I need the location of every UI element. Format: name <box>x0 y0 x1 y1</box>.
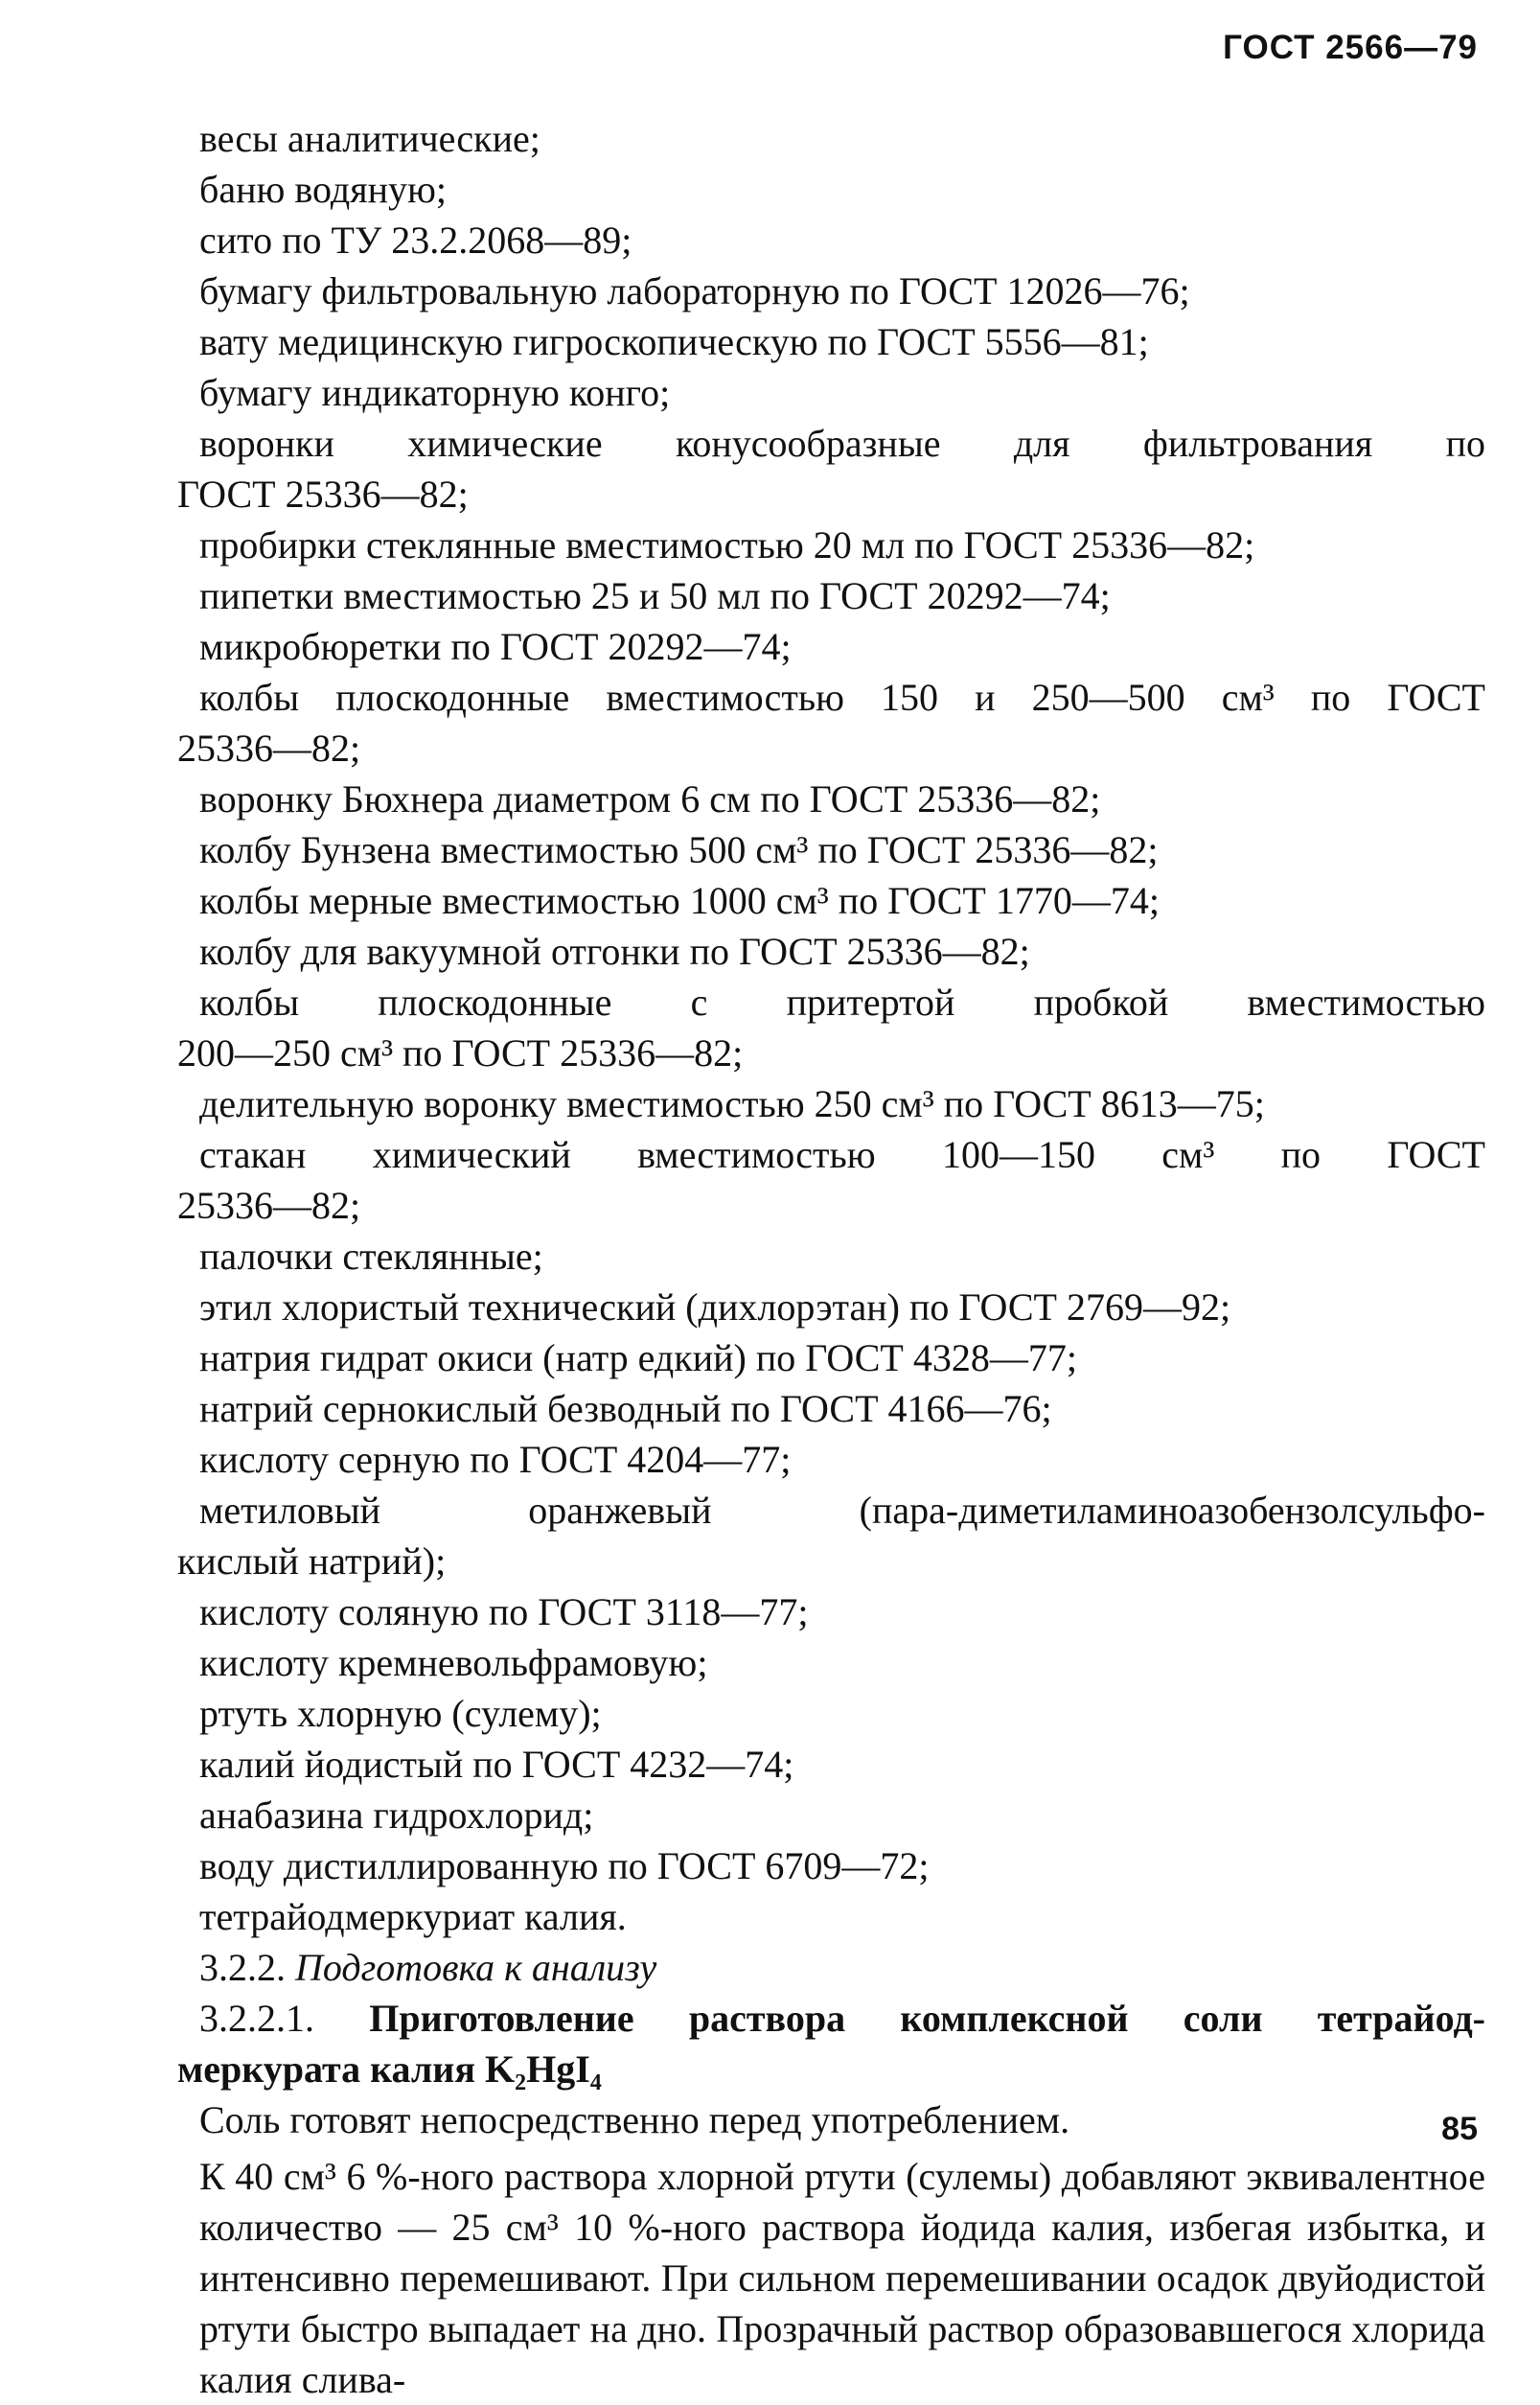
list-item: колбу Бунзена вместимостью 500 см³ по ГОСТ 25336—82; <box>199 828 1159 871</box>
list-item: калий йодистый по ГОСТ 4232—74; <box>199 1743 794 1786</box>
list-item: бумагу индикаторную конго; <box>199 371 671 414</box>
list-item: делительную воронку вместимостью 250 см³ по ГОСТ 8613—75; <box>199 1082 1265 1125</box>
subsection-title-continuation: меркурата калия K₂HgI₄ <box>177 2047 602 2091</box>
list-item: вату медицинскую гигроскопическую по ГОСТ 5556—81; <box>199 320 1149 363</box>
list-item-continuation: 25336—82; <box>177 727 361 770</box>
list-item: анабазина гидрохлорид; <box>199 1793 594 1837</box>
list-item: воронку Бюхнера диаметром 6 см по ГОСТ 25336—82; <box>199 777 1101 821</box>
page-number: 85 <box>1441 2111 1478 2147</box>
paragraph: К 40 см³ 6 %-ного раствора хлорной ртути (сулемы) добавляют эквивалентное количество — 25 см³ 10 %-ного раствора йодида калия, избегая избытка, и интенсивно перемешивают. При сильном перемешивании осадок двуйодистой ртути быстро выпадает на дно. Прозрачный раствор образовавшегося хлорида калия слива- <box>199 2155 1485 2401</box>
paragraph: Соль готовят непосредственно перед употреблением. <box>199 2098 1070 2141</box>
list-item: воду дистиллированную по ГОСТ 6709—72; <box>199 1844 930 1887</box>
list-item: сито по ТУ 23.2.2068—89; <box>199 219 632 262</box>
body-text <box>177 113 1485 2405</box>
list-item-continuation: кислый натрий); <box>177 1539 447 1583</box>
list-item: тетрайодмеркуриат калия. <box>199 1895 627 1938</box>
list-item: колбы плоскодонные вместимостью 150 и 250—500 см³ по ГОСТ <box>199 676 1485 719</box>
running-header: ГОСТ 2566—79 <box>1223 29 1478 66</box>
subsection-number: 3.2.2.1. <box>199 1997 314 2040</box>
list-item: весы аналитические; <box>199 117 540 160</box>
list-item: пипетки вместимостью 25 и 50 мл по ГОСТ 20292—74; <box>199 574 1111 617</box>
list-item: бумагу фильтровальную лабораторную по ГОСТ 12026—76; <box>199 269 1190 312</box>
list-item: натрий сернокислый безводный по ГОСТ 4166—76; <box>199 1387 1052 1430</box>
list-item: метиловый оранжевый (пара-диметиламиноазобензолсульфо- <box>199 1489 1485 1532</box>
list-item: воронки химические конусообразные для фильтрования по <box>199 422 1485 465</box>
section-heading <box>199 1942 1485 1993</box>
list-item: натрия гидрат окиси (натр едкий) по ГОСТ 4328—77; <box>199 1336 1077 1379</box>
list-item: стакан химический вместимостью 100—150 см³ по ГОСТ <box>199 1133 1485 1176</box>
list-item-continuation: ГОСТ 25336—82; <box>177 473 469 516</box>
list-item: кислоту серную по ГОСТ 4204—77; <box>199 1438 792 1481</box>
list-item: колбу для вакуумной отгонки по ГОСТ 25336—82; <box>199 930 1030 973</box>
list-item: микробюретки по ГОСТ 20292—74; <box>199 625 792 668</box>
section-number: 3.2.2. <box>199 1946 286 1989</box>
section-title: Подготовка к анализу <box>295 1946 657 1989</box>
list-item: баню водяную; <box>199 168 448 211</box>
list-item: этил хлористый технический (дихлорэтан) по ГОСТ 2769—92; <box>199 1285 1231 1329</box>
list-item: пробирки стеклянные вместимостью 20 мл по ГОСТ 25336—82; <box>199 523 1255 567</box>
list-item: колбы плоскодонные с притертой пробкой вместимостью <box>199 981 1485 1024</box>
list-item: палочки стеклянные; <box>199 1235 543 1278</box>
list-item: колбы мерные вместимостью 1000 см³ по ГОСТ 1770—74; <box>199 879 1160 922</box>
subsection-heading <box>199 1993 1485 2044</box>
list-item-continuation: 200—250 см³ по ГОСТ 25336—82; <box>177 1031 744 1075</box>
list-item: кислоту соляную по ГОСТ 3118—77; <box>199 1590 809 1633</box>
list-item: кислоту кремневольфрамовую; <box>199 1641 708 1684</box>
list-item: ртуть хлорную (сулему); <box>199 1692 602 1735</box>
list-item-continuation: 25336—82; <box>177 1184 361 1227</box>
subsection-title: Приготовление раствора комплексной соли тетрайод- <box>369 1997 1485 2040</box>
